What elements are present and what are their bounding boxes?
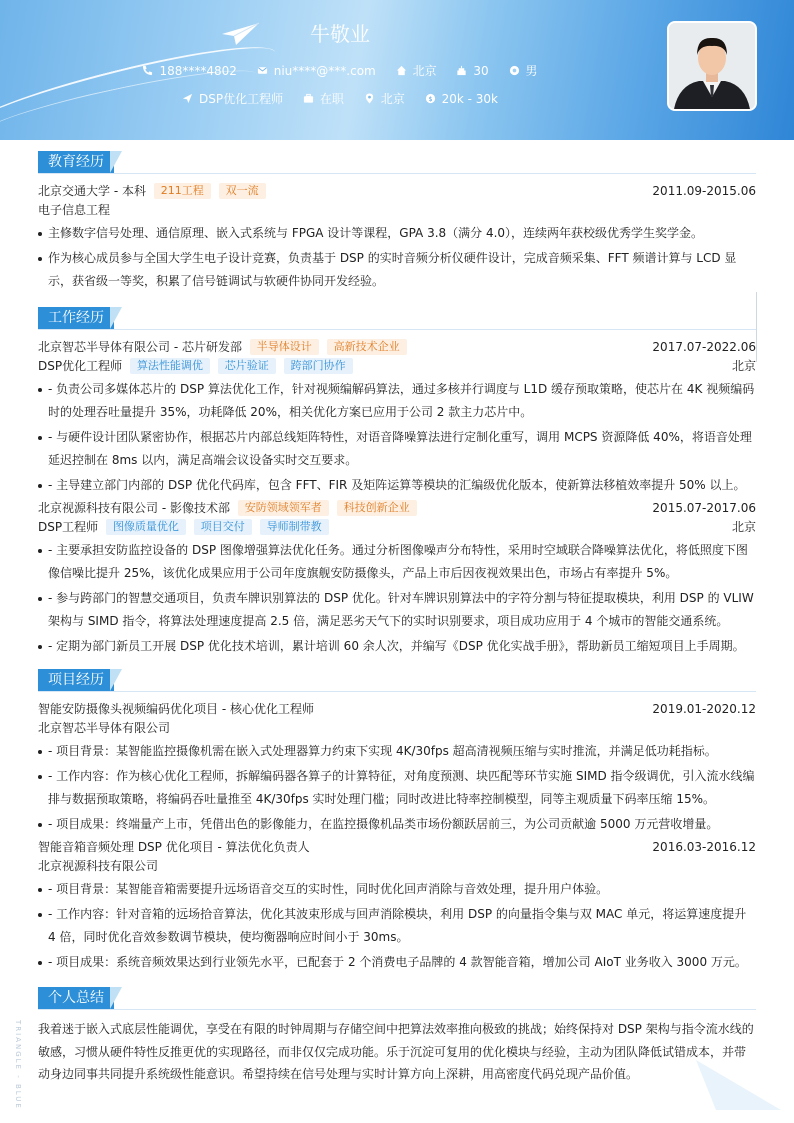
- role-tag: 跨部门协作: [284, 358, 353, 374]
- job-role-row: [38, 518, 756, 537]
- home-icon: [396, 65, 407, 76]
- send-icon: [182, 93, 193, 104]
- cake-icon: [456, 65, 467, 76]
- city-text: 北京: [412, 64, 437, 78]
- status-text: 在职: [319, 92, 344, 106]
- project-company: 北京视源科技有限公司: [38, 859, 159, 873]
- company-tag: 安防领域领军者: [238, 500, 329, 516]
- phone-text: 188****4802: [159, 64, 237, 78]
- job-header-row: [38, 338, 756, 357]
- divider-line: [756, 292, 757, 362]
- role-tag: 导师制带教: [260, 519, 329, 535]
- section-title: 工作经历: [38, 307, 114, 329]
- company-name: 北京视源科技有限公司 - 影像技术部: [38, 501, 230, 515]
- major: 电子信息工程: [38, 203, 111, 217]
- role-tag: 项目交付: [194, 519, 252, 535]
- email-text: niu****@***.com: [273, 64, 376, 78]
- list-item: - 项目背景：某智能音箱需要提升远场语音交互的实时性，同时优化回声消除与音效处理，提升用户体验。: [38, 878, 756, 901]
- list-item: - 项目成果：终端量产上市，凭借出色的影像能力，在监控摄像机品类市场份额跃居前三，为公司贡献逾 5000 万元营收增量。: [38, 813, 756, 836]
- company-tag: 科技创新企业: [337, 500, 417, 516]
- gender-icon: [509, 65, 520, 76]
- list-item: - 主要承担安防监控设备的 DSP 图像增强算法优化任务。通过分析图像噪声分布特性，采用时空域联合降噪算法优化，将低照度下图像信噪比提升 25%，该优化成果应用于公司年度旗舰安防摄像头，产品上市后因夜视效果出色，市场占有率提升 5%。: [38, 539, 756, 585]
- project-date: 2016.03-2016.12: [652, 840, 756, 854]
- list-item: - 主导建立部门内部的 DSP 优化代码库，包含 FFT、FIR 及矩阵运算等模块的汇编级优化版本，使新算法移植效率提升 50% 以上。: [38, 474, 756, 497]
- email-item: [257, 64, 376, 78]
- heading-decoration: [110, 987, 122, 1009]
- money-icon: [425, 93, 436, 104]
- age-item: [456, 64, 488, 78]
- profile-photo: [667, 21, 757, 111]
- location-pin-icon: [364, 93, 375, 104]
- job-header-row: [38, 499, 756, 518]
- project-name: 智能音箱音频处理 DSP 优化项目 - 算法优化负责人: [38, 840, 310, 854]
- job-date: 2015.07-2017.06: [652, 501, 756, 515]
- work-heading: [38, 307, 756, 330]
- school-tag: 双一流: [219, 183, 266, 199]
- briefcase-icon: [303, 93, 314, 104]
- summary-section: [38, 987, 756, 1086]
- status-item: [303, 90, 344, 107]
- list-item: - 负责公司多媒体芯片的 DSP 算法优化工作，针对视频编解码算法，通过多核并行调度与 L1D 缓存预取策略，使芯片在 4K 视频编码时的处理吞吐量提升 35%，功耗降低 20%，相关优化方案已应用于公司 2 款主力芯片中。: [38, 378, 756, 424]
- list-item: - 项目成果：系统音频效果达到行业领先水平，已配套于 2 个消费电子品牌的 4 款智能音箱，增加公司 AIoT 业务收入 3000 万元。: [38, 951, 756, 974]
- project-name: 智能安防摄像头视频编码优化项目 - 核心优化工程师: [38, 702, 314, 716]
- school-tag: 211工程: [154, 183, 211, 199]
- list-item: - 参与跨部门的智慧交通项目，负责车牌识别算法的 DSP 优化。针对车牌识别算法中的字符分割与特征提取模块，利用 DSP 的 VLIW 架构与 SIMD 指令，将算法处理速度提高 2.5 倍，满足恶劣天气下的实时识别要求，项目成功应用于 4 个城市的智能交通系统。: [38, 587, 756, 633]
- contact-row: [0, 62, 680, 79]
- company-tag: 高新技术企业: [327, 339, 407, 355]
- section-title: 教育经历: [38, 151, 114, 173]
- job-intent-row: [0, 90, 680, 107]
- position-text: DSP优化工程师: [198, 92, 284, 106]
- job-role: DSP工程师: [38, 520, 99, 534]
- candidate-name: 牛敬业: [310, 22, 370, 46]
- list-item: 主修数字信号处理、通信原理、嵌入式系统与 FPGA 设计等课程，GPA 3.8（满分 4.0），连续两年获校级优秀学生奖学金。: [38, 222, 756, 245]
- salary-item: [425, 92, 498, 106]
- education-heading: [38, 151, 756, 174]
- side-watermark-text: TRIANGLE - BLUE: [14, 1020, 22, 1110]
- job-date: 2017.07-2022.06: [652, 340, 756, 354]
- education-section: [38, 151, 756, 295]
- list-item: - 工作内容：作为核心优化工程师，拆解编码器各算子的计算特征，对角度预测、块匹配等环节实施 SIMD 指令级调优，引入流水线编排与数据预取策略，将编码吞吐量推至 4K/30fps 实时处理门槛；同时改进比特率控制模型，同等主观质量下码率压缩 15%。: [38, 765, 756, 811]
- project-header-row: [38, 838, 756, 857]
- job-location: 北京: [731, 520, 756, 534]
- role-tag: 算法性能调优: [130, 358, 210, 374]
- phone-item: [142, 64, 236, 78]
- mail-icon: [257, 65, 268, 76]
- age-text: 30: [473, 64, 489, 78]
- section-title: 个人总结: [38, 987, 114, 1009]
- role-tag: 芯片验证: [218, 358, 276, 374]
- projects-heading: [38, 669, 756, 692]
- target-city-item: [364, 90, 405, 107]
- position-item: [182, 90, 283, 107]
- list-item: 作为核心成员参与全国大学生电子设计竞赛，负责基于 DSP 的实时音频分析仪硬件设计，完成音频采集、FFT 频谱计算与 LCD 显示，获省级一等奖，积累了信号链调试与软硬件协同开发经验。: [38, 247, 756, 293]
- heading-decoration: [110, 151, 122, 173]
- list-item: - 工作内容：针对音箱的远场拾音算法，优化其波束形成与回声消除模块，利用 DSP 的向量指令集与双 MAC 单元，将运算速度提升 4 倍，同时优化音效参数调节模块，使均衡器响应时间小于 30ms。: [38, 903, 756, 949]
- list-item: - 定期为部门新员工开展 DSP 优化技术培训，累计培训 60 余人次，并编写《DSP 优化实战手册》，帮助新员工缩短项目上手周期。: [38, 635, 756, 658]
- svg-text:$: $: [428, 94, 433, 103]
- job-role: DSP优化工程师: [38, 359, 123, 373]
- summary-heading: [38, 987, 756, 1010]
- project-company: 北京智芯半导体有限公司: [38, 721, 171, 735]
- company-name: 北京智芯半导体有限公司 - 芯片研发部: [38, 340, 242, 354]
- section-title: 项目经历: [38, 669, 114, 691]
- list-item: - 与硬件设计团队紧密协作，根据芯片内部总线矩阵特性，对语音降噪算法进行定制化重写，调用 MCPS 资源降低 40%，将语音处理延迟控制在 8ms 以内，满足高端会议设备实时交互要求。: [38, 426, 756, 472]
- heading-decoration: [110, 669, 122, 691]
- city-item: [396, 62, 437, 79]
- corner-decoration: [696, 1060, 786, 1115]
- summary-text: 我着迷于嵌入式底层性能调优，享受在有限的时钟周期与存储空间中把算法效率推向极致的挑战；始终保持对 DSP 架构与指令流水线的敏感，习惯从硬件特性反推更优的实现路径，而非仅仅完成功能。乐于沉淀可复用的优化模块与经验，主动为团队降低试错成本，并带动身边同事共同提升系统级性能意识。希望持续在信号处理与实时计算方向上深耕，用高密度代码兑现产品价值。: [38, 1022, 754, 1081]
- school-name: 北京交通大学 - 本科: [38, 184, 146, 198]
- project-date: 2019.01-2020.12: [652, 702, 756, 716]
- job-role-row: [38, 357, 756, 376]
- avatar-illustration: [669, 23, 755, 109]
- gender-text: 男: [525, 64, 538, 78]
- gender-item: [509, 62, 538, 79]
- heading-decoration: [110, 307, 122, 329]
- education-header-row: [38, 182, 756, 201]
- company-tag: 半导体设计: [250, 339, 319, 355]
- education-date: 2011.09-2015.06: [652, 184, 756, 198]
- job-location: 北京: [731, 359, 756, 373]
- projects-section: [38, 669, 756, 976]
- target-city-text: 北京: [380, 92, 405, 106]
- role-tag: 图像质量优化: [106, 519, 186, 535]
- list-item: - 项目背景：某智能监控摄像机需在嵌入式处理器算力约束下实现 4K/30fps 超高清视频压缩与实时推流，并满足低功耗指标。: [38, 740, 756, 763]
- salary-text: 20k - 30k: [441, 92, 499, 106]
- phone-icon: [142, 65, 153, 76]
- work-section: [38, 307, 756, 660]
- project-header-row: [38, 700, 756, 719]
- resume-header: [0, 0, 794, 140]
